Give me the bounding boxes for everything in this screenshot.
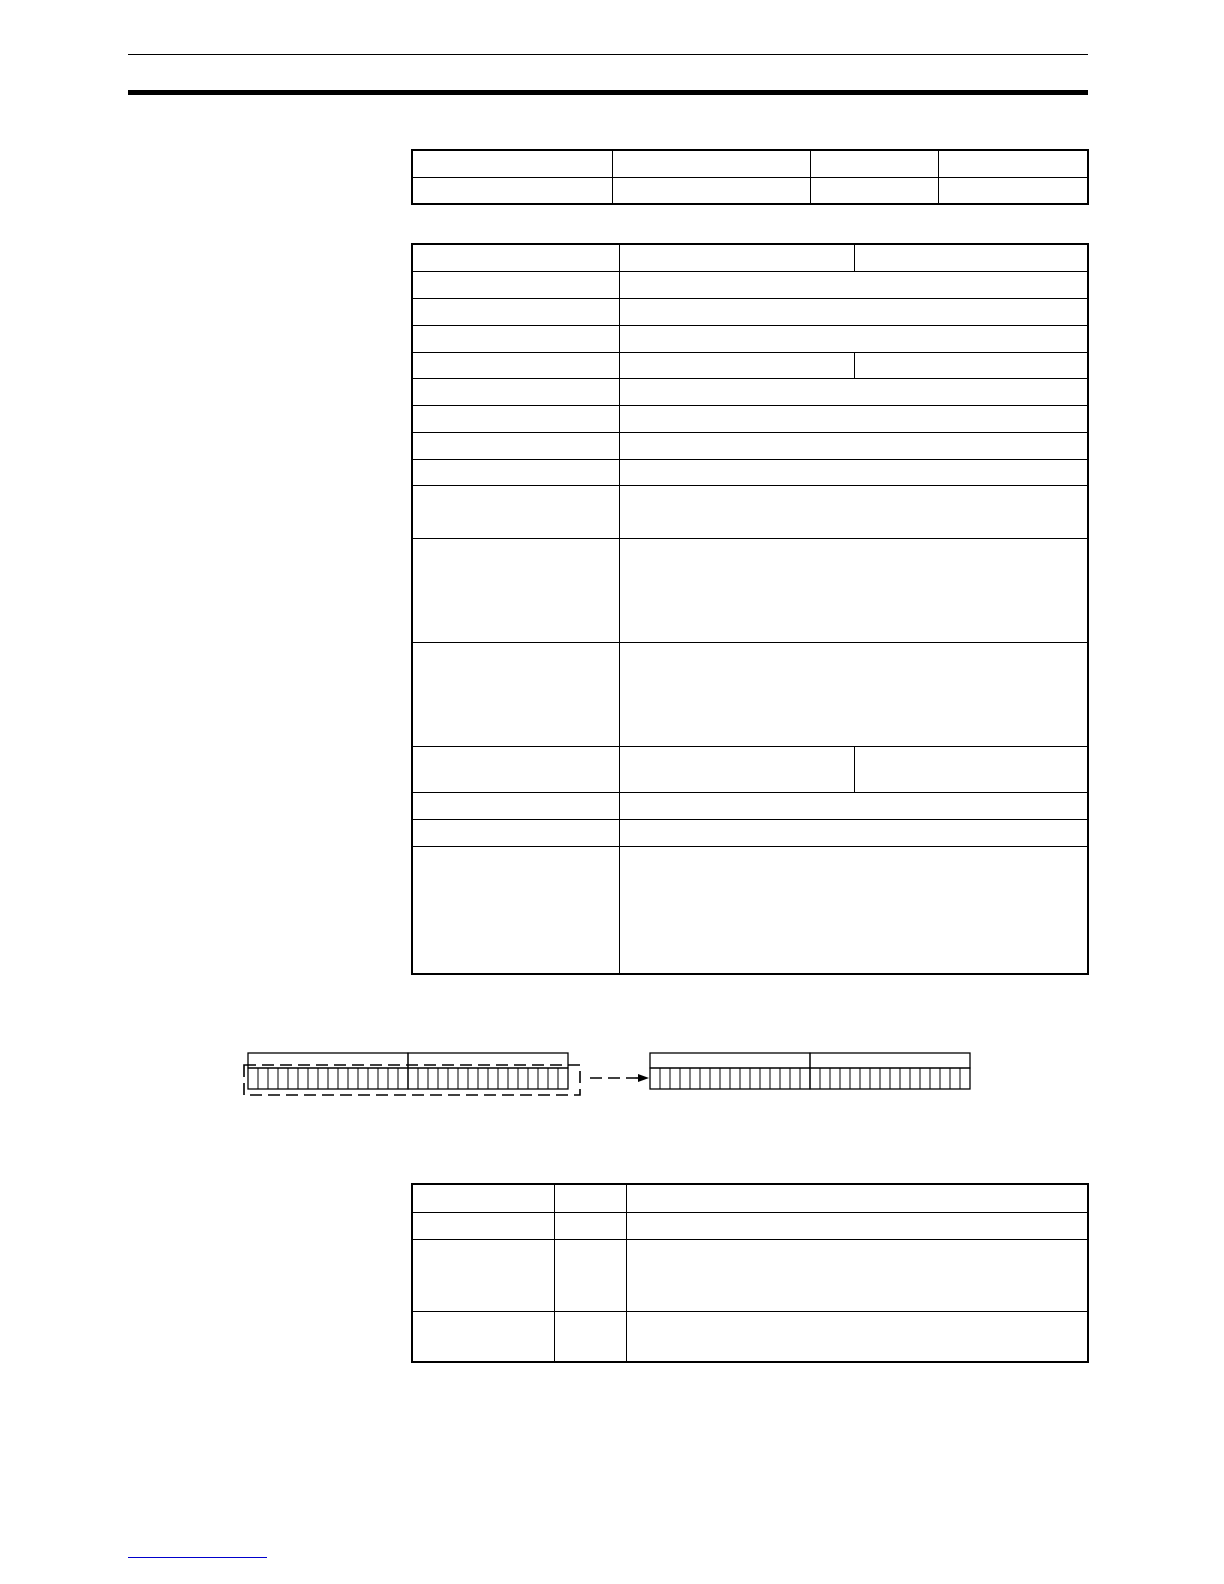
- destination-word-pair: [650, 1053, 970, 1089]
- table-cell: [619, 244, 854, 271]
- table-cell: [412, 298, 619, 325]
- table-cell: [412, 819, 619, 846]
- table-cell: [619, 459, 1088, 485]
- table-row: [412, 1311, 1088, 1362]
- table-cell: [938, 177, 1088, 204]
- table-cell: [619, 378, 1088, 405]
- table-cell: [626, 1311, 1088, 1362]
- table-cell: [612, 177, 810, 204]
- header-thick-rule: [128, 90, 1088, 95]
- table-cell: [854, 244, 1088, 271]
- footer-link-underline: [128, 1557, 267, 1558]
- table-cell: [626, 1184, 1088, 1212]
- table-row: [412, 792, 1088, 819]
- table-cell: [810, 150, 938, 177]
- header-rule: [128, 54, 1088, 55]
- table-cell: [854, 746, 1088, 792]
- table-row: [412, 642, 1088, 746]
- table-cell: [412, 405, 619, 432]
- table-row: [412, 538, 1088, 642]
- table-cell: [412, 325, 619, 352]
- table-row: [412, 846, 1088, 974]
- table-row: [412, 271, 1088, 298]
- table-row: [412, 298, 1088, 325]
- table-cell: [619, 846, 1088, 974]
- table-cell: [619, 432, 1088, 459]
- table-cell: [619, 352, 854, 378]
- table-row: [412, 432, 1088, 459]
- table-cell: [619, 819, 1088, 846]
- table-row: [412, 378, 1088, 405]
- table-cell: [619, 746, 854, 792]
- transfer-arrow-head: [638, 1074, 649, 1082]
- table-row: [412, 405, 1088, 432]
- table-cell: [412, 271, 619, 298]
- table-row: [412, 819, 1088, 846]
- table-cell: [619, 325, 1088, 352]
- table-row: [412, 1239, 1088, 1311]
- table-row: [412, 1212, 1088, 1239]
- table-cell: [412, 352, 619, 378]
- source-selection-outline: [244, 1065, 580, 1095]
- table-cell: [412, 378, 619, 405]
- table-cell: [412, 642, 619, 746]
- table-row: [412, 746, 1088, 792]
- table-cell: [412, 150, 612, 177]
- table-cell: [938, 150, 1088, 177]
- table-cell: [619, 298, 1088, 325]
- table-cell: [412, 846, 619, 974]
- table-cell: [619, 271, 1088, 298]
- table-cell: [412, 1184, 554, 1212]
- table-row: [412, 150, 1088, 177]
- table-cell: [412, 792, 619, 819]
- specification-table: [411, 243, 1089, 975]
- source-word-pair: [248, 1053, 568, 1089]
- word-transfer-diagram: [240, 1048, 980, 1100]
- operand-table: [411, 149, 1089, 205]
- table-cell: [554, 1212, 626, 1239]
- word-header-cell: [810, 1053, 970, 1068]
- table-row: [412, 352, 1088, 378]
- table-row: [412, 1184, 1088, 1212]
- table-cell: [554, 1311, 626, 1362]
- table-cell: [619, 538, 1088, 642]
- table-cell: [412, 432, 619, 459]
- table-cell: [619, 485, 1088, 538]
- table-cell: [619, 405, 1088, 432]
- table-row: [412, 485, 1088, 538]
- table-cell: [810, 177, 938, 204]
- table-cell: [412, 1212, 554, 1239]
- table-cell: [554, 1184, 626, 1212]
- table-cell: [412, 746, 619, 792]
- table-cell: [412, 459, 619, 485]
- table-cell: [626, 1239, 1088, 1311]
- flags-table: [411, 1183, 1089, 1363]
- table-row: [412, 459, 1088, 485]
- table-cell: [619, 642, 1088, 746]
- table-cell: [412, 177, 612, 204]
- table-cell: [412, 1311, 554, 1362]
- word-header-cell: [650, 1053, 810, 1068]
- table-cell: [854, 352, 1088, 378]
- table-cell: [626, 1212, 1088, 1239]
- table-cell: [412, 244, 619, 271]
- table-cell: [412, 538, 619, 642]
- table-cell: [612, 150, 810, 177]
- table-row: [412, 244, 1088, 271]
- table-cell: [554, 1239, 626, 1311]
- table-cell: [412, 485, 619, 538]
- table-row: [412, 325, 1088, 352]
- table-cell: [619, 792, 1088, 819]
- table-cell: [412, 1239, 554, 1311]
- table-row: [412, 177, 1088, 204]
